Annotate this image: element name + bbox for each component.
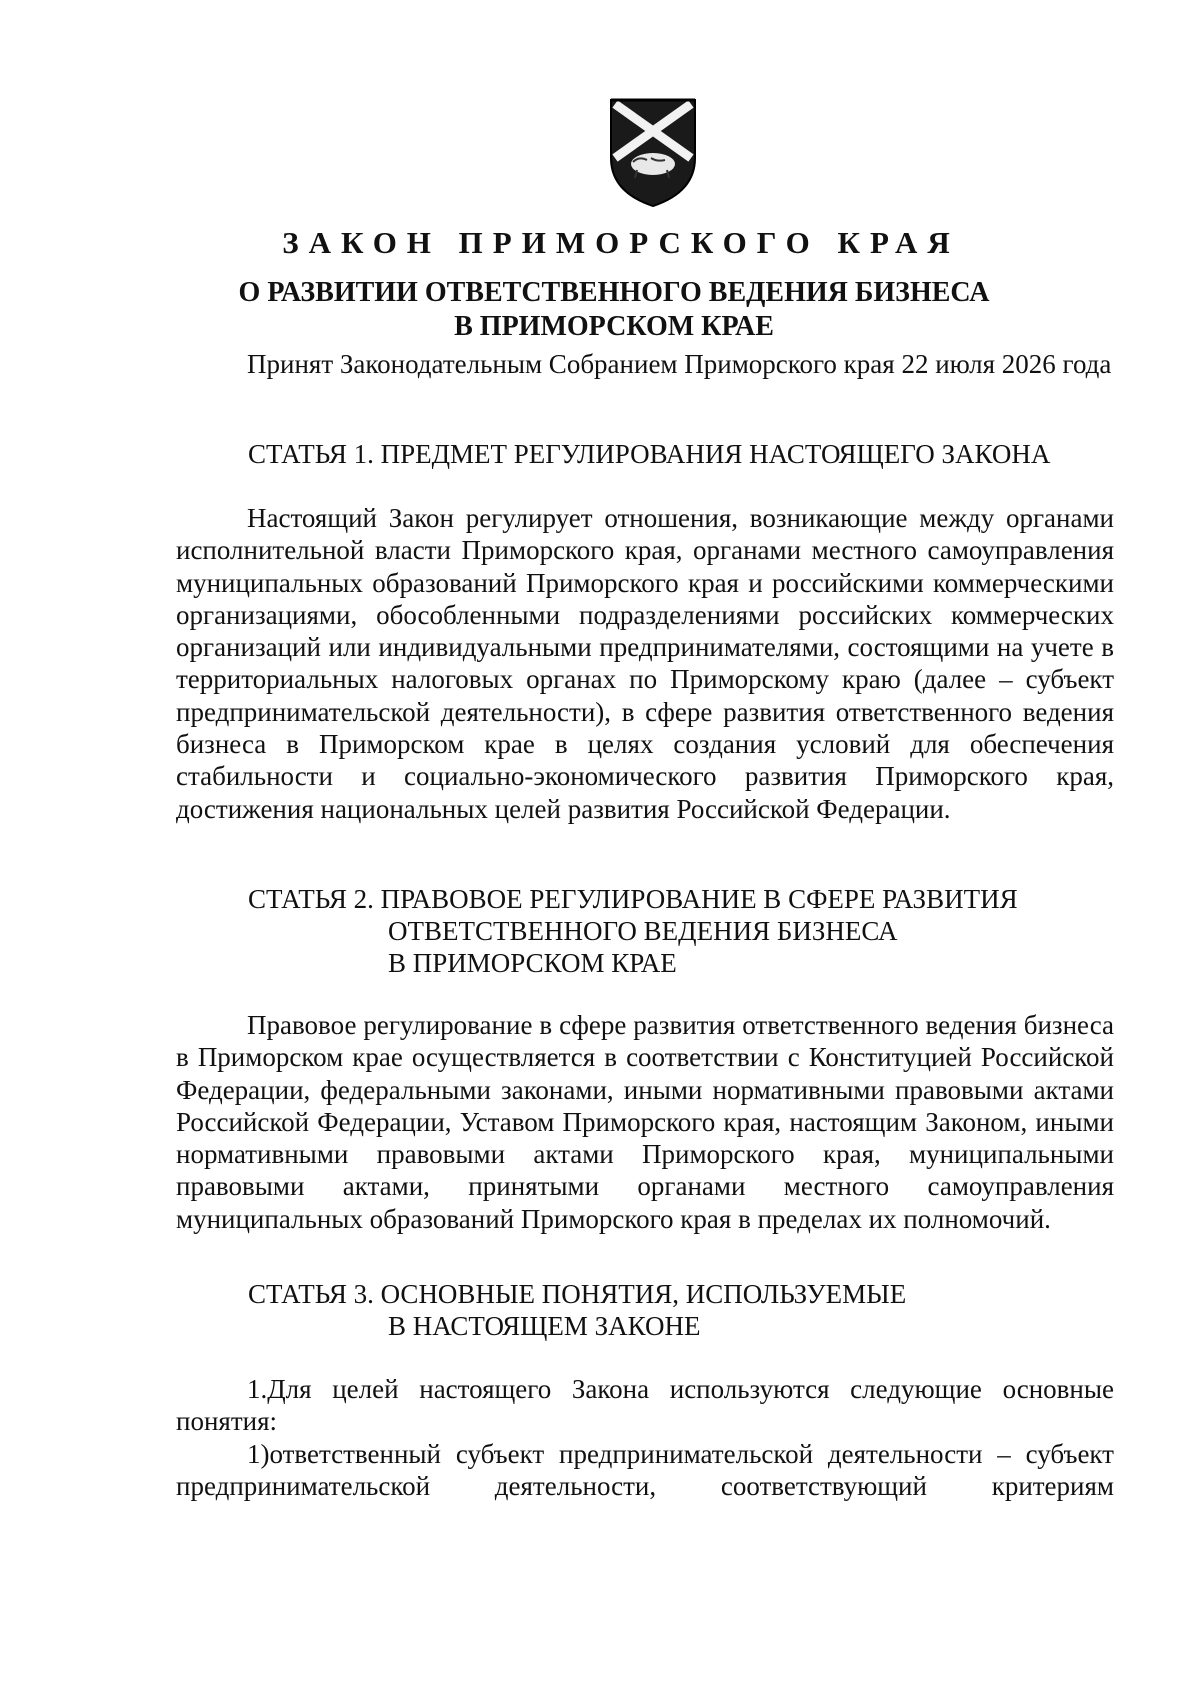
article-2-heading-line-2: ОТВЕТСТВЕННОГО ВЕДЕНИЯ БИЗНЕСА — [388, 916, 898, 946]
article-3-paragraph-1: 1.Для целей настоящего Закона используются следующие основные понятия: — [176, 1374, 1114, 1437]
article-2-text: Правовое регулирование в сфере развития ответственного ведения бизнеса в Приморском крае осуществляется в соответствии с Конституцией Российской Федерации, федеральными законами, иными нормативными правовыми актами Российской Федерации, Уставом Приморского края, настоящим Законом, иными нормативными правовыми актами Приморского края, муниципальными правовыми актами, принятыми органами местного самоуправления муниципальных образований Приморского края в пределах их полномочий. — [176, 1010, 1114, 1234]
article-1-heading-text: СТАТЬЯ 1. ПРЕДМЕТ РЕГУЛИРОВАНИЯ НАСТОЯЩЕГО ЗАКОНА — [248, 439, 1051, 469]
law-title: ЗАКОН ПРИМОРСКОГО КРАЯ — [282, 225, 960, 260]
article-1-body — [176, 502, 1114, 825]
article-2-heading-line-1: СТАТЬЯ 2. ПРАВОВОЕ РЕГУЛИРОВАНИЕ В СФЕРЕ РАЗВИТИЯ — [248, 884, 1018, 914]
article-2-heading-line-3: В ПРИМОРСКОМ КРАЕ — [388, 948, 677, 978]
coat-of-arms-icon — [607, 96, 699, 210]
article-2-body — [176, 1009, 1114, 1235]
article-1-heading — [248, 438, 1050, 470]
article-3-heading-line-1: СТАТЬЯ 3. ОСНОВНЫЕ ПОНЯТИЯ, ИСПОЛЬЗУЕМЫЕ — [248, 1279, 907, 1309]
article-3-item-1: 1)ответственный субъект предпринимательской деятельности – субъект предпринимательской деятельности, соответствующий критериям — [176, 1438, 1114, 1501]
article-3-heading — [248, 1278, 906, 1342]
subject-line-1: О РАЗВИТИИ ОТВЕТСТВЕННОГО ВЕДЕНИЯ БИЗНЕСА — [238, 277, 990, 308]
subject-line-2: В ПРИМОРСКОМ КРАЕ — [454, 311, 774, 342]
law-subject — [0, 276, 1200, 344]
adoption-note — [176, 348, 1114, 380]
article-3-heading-line-2: В НАСТОЯЩЕМ ЗАКОНЕ — [388, 1311, 701, 1341]
adoption-text: Принят Законодательным Собранием Приморского края 22 июля 2026 года — [247, 349, 1112, 379]
article-1-text: Настоящий Закон регулирует отношения, возникающие между органами исполнительной власти Приморского края, органами местного самоуправления муниципальных образований Приморского края и российскими коммерческими организациями, обособленными подразделениями российских коммерческих организаций или индивидуальными предпринимателями, состоящими на учете в территориальных налоговых органах по Приморскому краю (далее – субъект предпринимательской деятельности), в сфере развития ответственного ведения бизнеса в Приморском крае в целях создания условий для обеспечения стабильности и социально-экономического развития Приморского края, достижения национальных целей развития Российской Федерации. — [176, 503, 1114, 824]
article-2-heading — [248, 883, 1018, 979]
article-3-body — [176, 1373, 1114, 1502]
